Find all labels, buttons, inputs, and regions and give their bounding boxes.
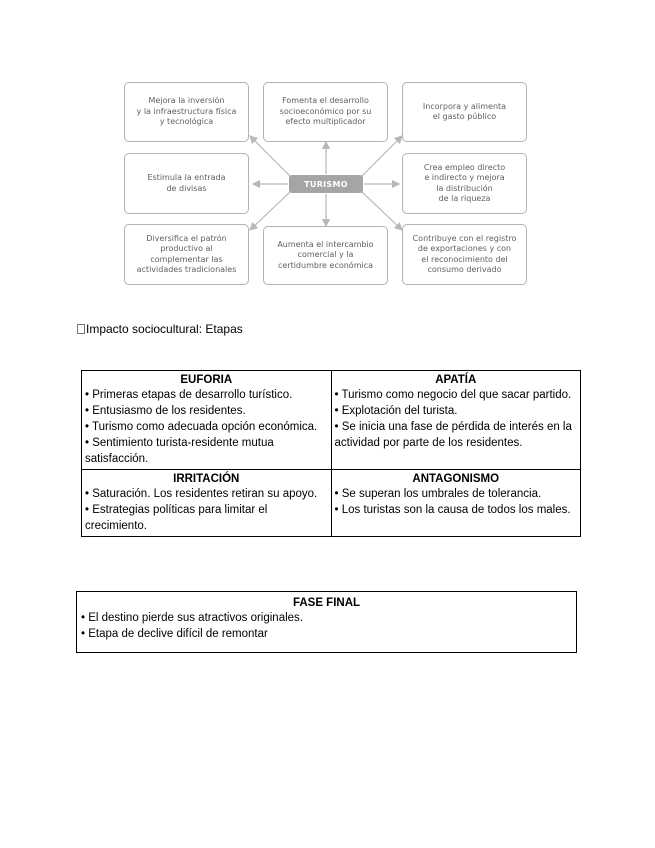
arrow-down-right <box>362 192 402 230</box>
diagram-box-diversifica: Diversifica el patrón productivo al complementar las actividades tradicionales <box>124 224 249 285</box>
caption-text: Impacto sociocultural: Etapas <box>86 322 243 336</box>
arrow-up-left <box>250 136 290 176</box>
stage-item: • Se inicia una fase de pérdida de interés en la actividad por parte de los residentes. <box>334 421 572 449</box>
diagram-box-empleo: Crea empleo directo e indirecto y mejora la distribución de la riqueza <box>402 153 527 214</box>
diagram-box-gasto: Incorpora y alimenta el gasto público <box>402 82 527 142</box>
stage-cell-irritacion <box>82 470 332 537</box>
final-phase-item: • Etapa de declive difícil de remontar <box>81 628 268 640</box>
stage-item: • Turismo como negocio del que sacar partido. <box>334 389 572 401</box>
final-phase-cell <box>77 592 577 653</box>
stage-cell-apatia <box>331 371 581 470</box>
stage-cell-antagonismo <box>331 470 581 537</box>
arrow-down-left <box>250 192 290 230</box>
final-phase-table <box>76 591 577 653</box>
diagram-center-turismo: TURISMO <box>289 175 363 193</box>
stage-item: • Explotación del turista. <box>334 405 458 417</box>
section-caption <box>77 322 243 336</box>
stage-title: APATÍA <box>435 374 477 386</box>
diagram-box-inversion: Mejora la inversión y la infraestructura física y tecnológica <box>124 82 249 142</box>
tourism-impact-diagram <box>122 80 530 288</box>
table-row <box>82 371 581 470</box>
diagram-box-intercambio: Aumenta el intercambio comercial y la certidumbre económica <box>263 226 388 285</box>
stage-item: • Entusiasmo de los residentes. <box>85 405 246 417</box>
diagram-box-exportaciones: Contribuye con el registro de exportaciones y con el reconocimiento del consumo derivado <box>402 224 527 285</box>
arrow-up-right <box>362 136 402 176</box>
stage-title: ANTAGONISMO <box>412 473 500 485</box>
diagram-box-divisas: Estimula la entrada de divisas <box>124 153 249 214</box>
final-phase-title: FASE FINAL <box>292 597 361 609</box>
stage-item: • Saturación. Los residentes retiran su apoyo. <box>85 488 318 500</box>
checkbox-glyph-icon <box>77 324 85 334</box>
diagram-box-desarrollo: Fomenta el desarrollo socioeconómico por su efecto multiplicador <box>263 82 388 142</box>
stage-item: • Primeras etapas de desarrollo turístico. <box>85 389 293 401</box>
table-row <box>82 470 581 537</box>
stage-item: • Se superan los umbrales de tolerancia. <box>334 488 542 500</box>
stages-table <box>81 370 581 537</box>
stage-title: EUFORIA <box>180 374 233 386</box>
table-row <box>77 592 577 653</box>
stage-cell-euforia <box>82 371 332 470</box>
stage-item: • Estrategias políticas para limitar el crecimiento. <box>85 504 268 532</box>
stage-item: • Turismo como adecuada opción económica. <box>85 421 318 433</box>
final-phase-item: • El destino pierde sus atractivos originales. <box>81 612 303 624</box>
stage-item: • Los turistas son la causa de todos los males. <box>334 504 571 516</box>
stage-title: IRRITACIÓN <box>173 473 240 485</box>
stage-item: • Sentimiento turista-residente mutua satisfacción. <box>85 437 274 465</box>
